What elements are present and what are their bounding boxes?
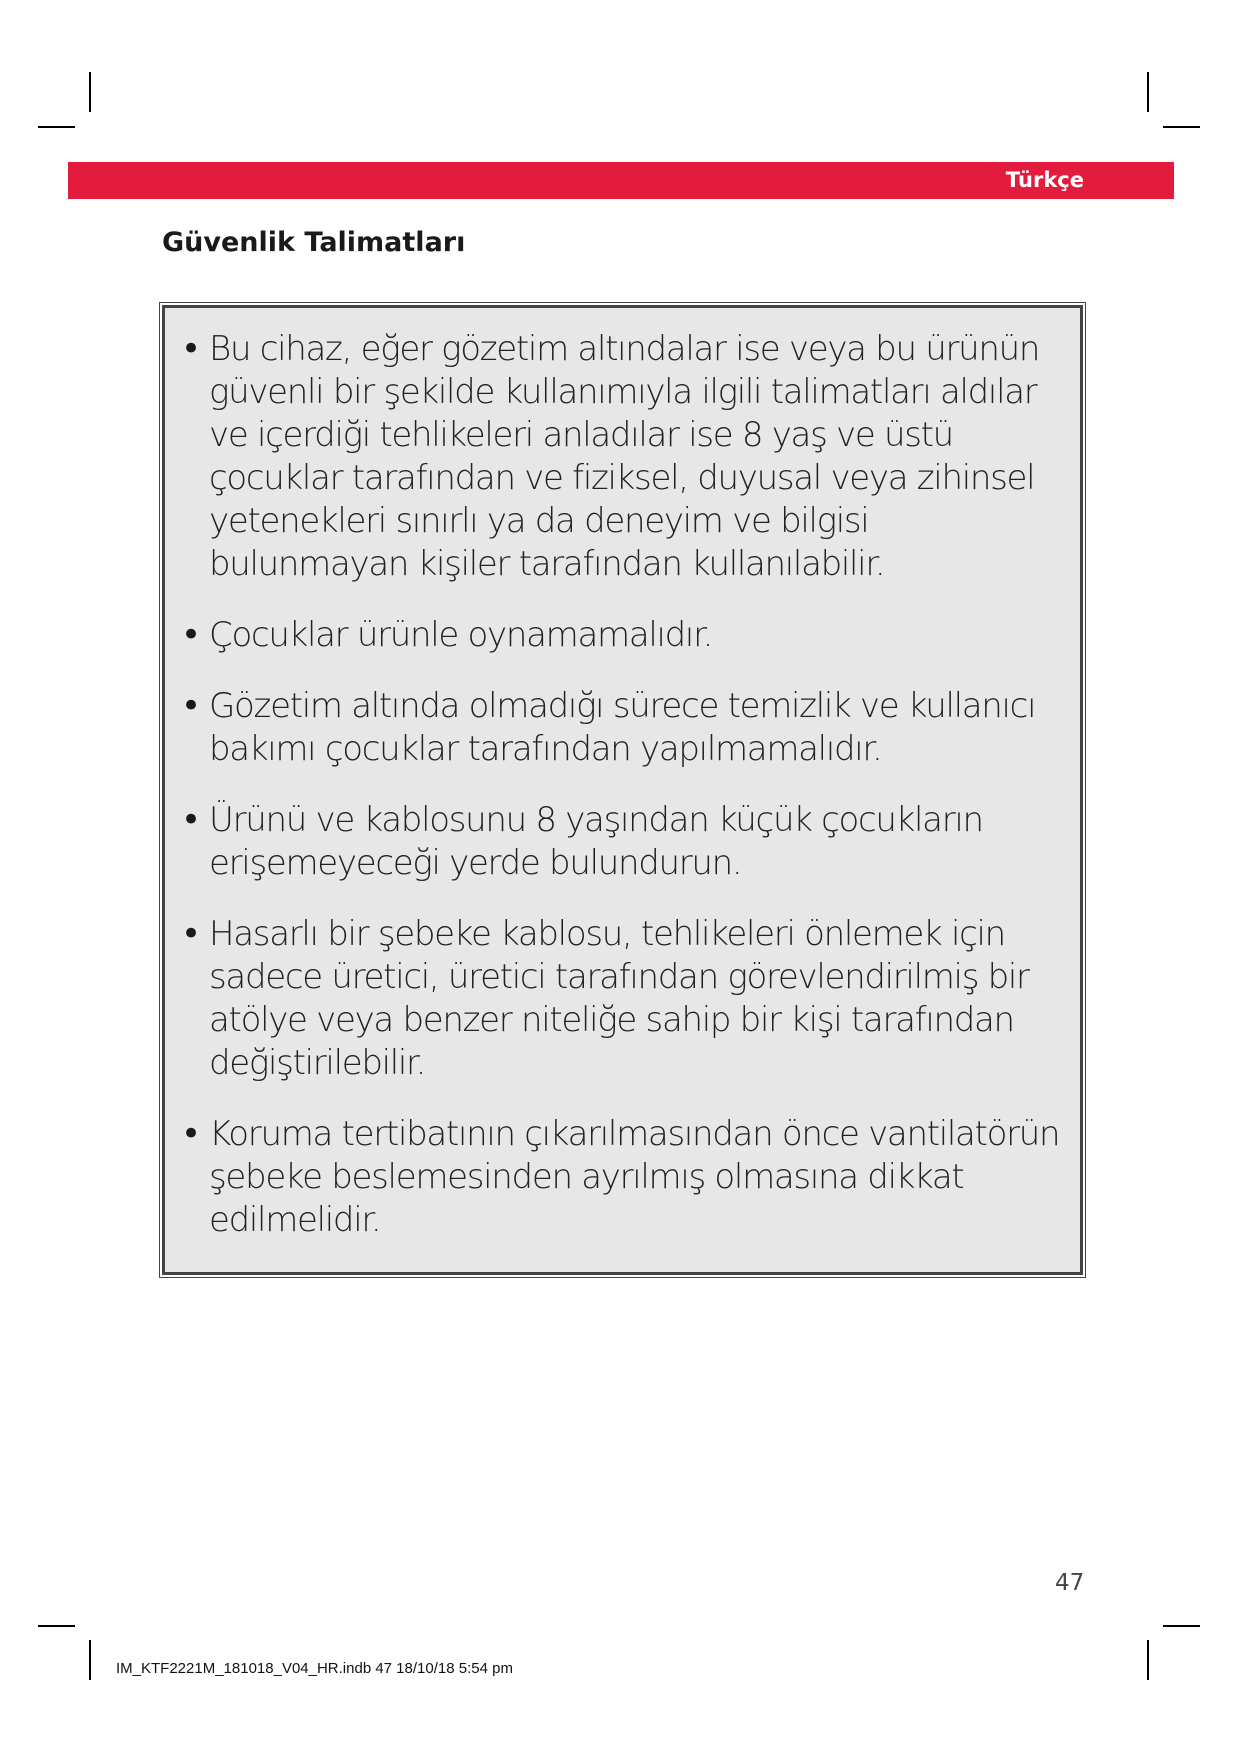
safety-item-text: Ürünü ve kablosunu 8 yaşından küçük çocukların erişemeyeceği yerde bulundurun. [209, 800, 983, 883]
bullet-marker: • [181, 914, 202, 954]
safety-item-text: Koruma tertibatının çıkarılmasından önce vantilatörün şebeke beslemesinden ayrılmış olmasına dikkat edilmelidir. [209, 1114, 1060, 1240]
bullet-marker: • [181, 1114, 202, 1154]
bullet-marker: • [181, 686, 202, 726]
print-slug: IM_KTF2221M_181018_V04_HR.indb 47 18/10/18 5:54 pm [116, 1660, 513, 1677]
safety-item [181, 799, 1064, 885]
safety-item [181, 1113, 1064, 1242]
crop-mark-top-left-horizontal [38, 126, 75, 128]
crop-mark-bottom-left-vertical [89, 1640, 91, 1680]
crop-mark-top-left-vertical [89, 72, 91, 112]
safety-item [181, 328, 1064, 586]
safety-item [181, 685, 1064, 771]
bullet-marker: • [181, 615, 202, 655]
page-number: 47 [1055, 1570, 1085, 1596]
safety-item-text: Bu cihaz, eğer gözetim altındalar ise veya bu ürünün güvenli bir şekilde kullanımıyla ilgili talimatları aldılar ve içerdiği tehlikeleri anladılar ise 8 yaş ve üstü çocuklar tarafından ve fiziksel, duyusal veya zihinsel yetenekleri sınırlı ya da deneyim ve bilgisi bulunmayan kişiler tarafından kullanılabilir. [209, 329, 1040, 584]
crop-mark-bottom-right-horizontal [1163, 1625, 1200, 1627]
bullet-marker: • [181, 800, 202, 840]
safety-instructions-box [162, 305, 1083, 1275]
crop-mark-bottom-left-horizontal [38, 1625, 75, 1627]
language-label: Türkçe [1005, 168, 1084, 192]
safety-item-text: Çocuklar ürünle oynamamalıdır. [209, 615, 713, 655]
bullet-marker: • [181, 329, 202, 369]
section-title: Güvenlik Talimatları [162, 227, 466, 258]
crop-mark-bottom-right-vertical [1147, 1640, 1149, 1680]
safety-item [181, 614, 1064, 657]
safety-item-text: Hasarlı bir şebeke kablosu, tehlikeleri önlemek için sadece üretici, üretici tarafından görevlendirilmiş bir atölye veya benzer niteliğe sahip bir kişi tarafından değiştirilebilir. [209, 914, 1029, 1083]
safety-item-text: Gözetim altında olmadığı sürece temizlik ve kullanıcı bakımı çocuklar tarafından yapılmamalıdır. [209, 686, 1036, 769]
crop-mark-top-right-vertical [1147, 72, 1149, 112]
language-header-bar [68, 162, 1174, 199]
safety-item [181, 913, 1064, 1085]
crop-mark-top-right-horizontal [1163, 126, 1200, 128]
